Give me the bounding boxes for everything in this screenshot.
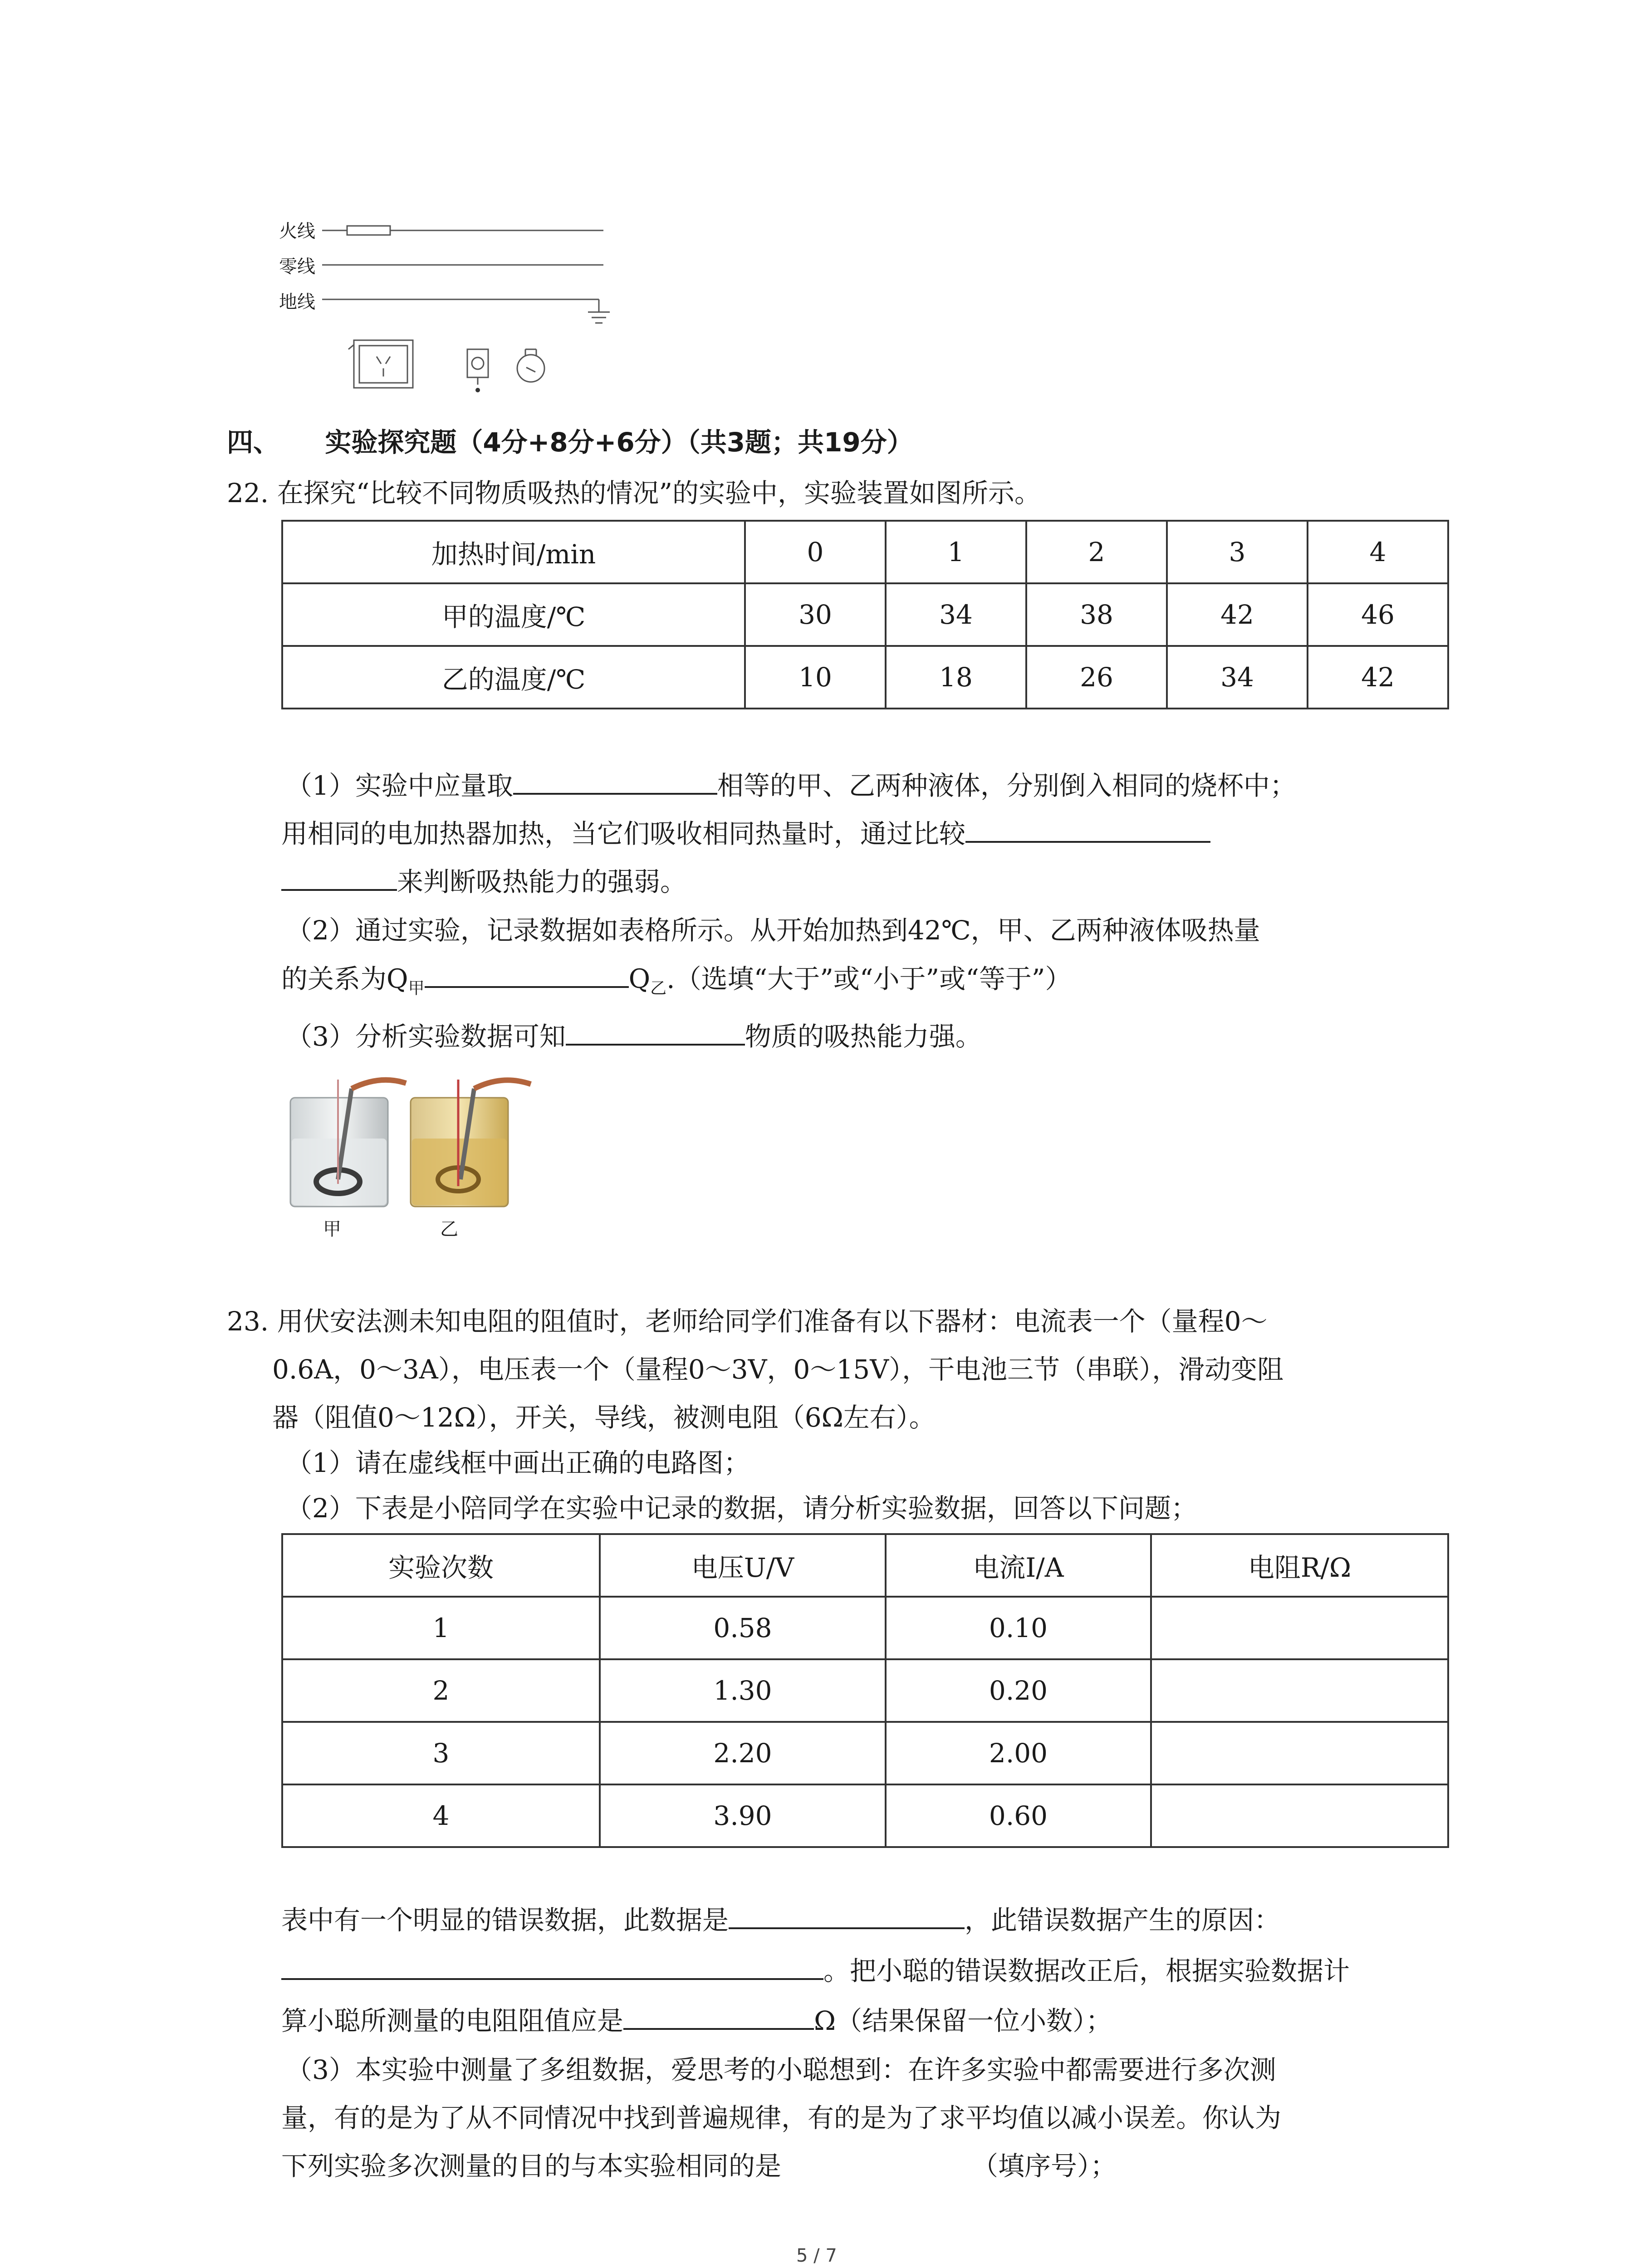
q23-error-text: 。把小聪的错误数据改正后，根据实验数据计 bbox=[823, 1955, 1350, 1986]
beakers-photo bbox=[284, 1070, 538, 1243]
q23-error-text: 表中有一个明显的错误数据，此数据是 bbox=[281, 1905, 729, 1936]
circuit-drawing bbox=[313, 213, 622, 404]
q22-p1-text: 用相同的电加热器加热，当它们吸收相同热量时，通过比较 bbox=[281, 818, 966, 849]
q23-p3-text: （填序号）； bbox=[972, 2151, 1117, 2181]
table-row bbox=[282, 646, 1448, 709]
q23-intro-line2: 0.6A，0～3A），电压表一个（量程0～3V，0～15V），干电池三节（串联），滑动变阻 bbox=[272, 1354, 1284, 1385]
table-cell: 3.90 bbox=[600, 1784, 886, 1847]
subscript: 甲 bbox=[408, 979, 425, 998]
table-cell: 26 bbox=[1026, 646, 1167, 709]
table-cell: 42 bbox=[1167, 583, 1308, 646]
q22-p2-text: 的关系为Q bbox=[281, 963, 408, 994]
answer-blank[interactable] bbox=[425, 959, 629, 988]
section-title: 实验探究题（4分+8分+6分）（共3题；共19分） bbox=[325, 427, 913, 458]
section-number: 四、 bbox=[227, 427, 280, 458]
table-cell: 34 bbox=[1167, 646, 1308, 709]
q22-p3-text: （3）分析实验数据可知 bbox=[286, 1021, 566, 1052]
q23-error-text: 算小聪所测量的电阻阻值应是 bbox=[281, 2005, 624, 2036]
q22-intro: 22. 在探究“比较不同物质吸热的情况”的实验中，实验装置如图所示。 bbox=[227, 478, 1041, 508]
q22-p2-text: Q bbox=[628, 963, 651, 994]
q22-part2-line1: （2）通过实验，记录数据如表格所示。从开始加热到42℃，甲、乙两种液体吸热量 bbox=[286, 915, 1260, 946]
socket-icon bbox=[348, 340, 413, 388]
table-row bbox=[282, 1659, 1448, 1722]
table-cell: 1 bbox=[282, 1597, 600, 1659]
table-row bbox=[282, 583, 1448, 646]
table-cell: 4 bbox=[282, 1784, 600, 1847]
table-cell: 30 bbox=[745, 583, 886, 646]
q22-part1-line1 bbox=[286, 761, 1296, 811]
table-cell: 38 bbox=[1026, 583, 1167, 646]
q23-error-line2 bbox=[281, 1946, 1350, 1996]
table-row bbox=[282, 1722, 1448, 1784]
table-cell: 34 bbox=[886, 583, 1026, 646]
table-cell: 3 bbox=[282, 1722, 600, 1784]
beaker-a-icon bbox=[290, 1080, 406, 1207]
answer-blank[interactable] bbox=[281, 1951, 823, 1980]
switch-icon bbox=[467, 349, 488, 385]
q23-part1: （1）请在虚线框中画出正确的电路图； bbox=[286, 1447, 750, 1478]
table-cell: 乙的温度/℃ bbox=[282, 646, 745, 709]
answer-blank[interactable] bbox=[566, 1017, 745, 1046]
table-cell: 42 bbox=[1308, 646, 1448, 709]
q23-part2: （2）下表是小陪同学在实验中记录的数据，请分析实验数据，回答以下问题； bbox=[286, 1493, 1197, 1524]
table-cell: 甲的温度/℃ bbox=[282, 583, 745, 646]
answer-blank[interactable] bbox=[965, 814, 1210, 843]
subscript: 乙 bbox=[650, 979, 667, 998]
table-cell: 1.30 bbox=[600, 1659, 886, 1722]
table-cell[interactable] bbox=[1151, 1659, 1448, 1722]
table-cell: 0.10 bbox=[886, 1597, 1151, 1659]
table-cell: 0 bbox=[745, 521, 886, 583]
table-cell: 10 bbox=[745, 646, 886, 709]
table-cell: 2.20 bbox=[600, 1722, 886, 1784]
answer-blank[interactable] bbox=[513, 766, 717, 795]
table-row bbox=[282, 521, 1448, 583]
neutral-wire-label: 零线 bbox=[279, 256, 315, 277]
table-header-cell: 电阻R/Ω bbox=[1151, 1534, 1448, 1597]
beaker-b-icon bbox=[411, 1080, 531, 1207]
q22-p1-text-cont: 相等的甲、乙两种液体，分别倒入相同的烧杯中； bbox=[717, 770, 1296, 801]
lamp-icon bbox=[517, 349, 544, 382]
q23-p3-text: 下列实验多次测量的目的与本实验相同的是 bbox=[281, 2151, 782, 2181]
q22-part2-line2 bbox=[281, 954, 1072, 1014]
q23-error-text: ，此错误数据产生的原因： bbox=[965, 1905, 1281, 1936]
q22-p3-text: 物质的吸热能力强。 bbox=[745, 1021, 982, 1052]
answer-blank[interactable] bbox=[281, 862, 397, 891]
ground-wire-label: 地线 bbox=[279, 292, 315, 313]
q22-part1-line3 bbox=[281, 857, 686, 907]
q22-p2-text: .（选填“大于”或“小于”或“等于”） bbox=[666, 963, 1072, 994]
table-cell: 2 bbox=[1026, 521, 1167, 583]
table-header-row bbox=[282, 1534, 1448, 1597]
table-cell: 4 bbox=[1308, 521, 1448, 583]
q22-p1-text: 来判断吸热能力的强弱。 bbox=[397, 866, 687, 897]
table-header-cell: 电压U/V bbox=[600, 1534, 886, 1597]
fuse-icon bbox=[347, 226, 390, 235]
table-cell: 0.20 bbox=[886, 1659, 1151, 1722]
table-cell: 0.60 bbox=[886, 1784, 1151, 1847]
table-cell[interactable] bbox=[1151, 1597, 1448, 1659]
q22-temperature-table bbox=[281, 520, 1449, 709]
table-cell: 2.00 bbox=[886, 1722, 1151, 1784]
table-cell[interactable] bbox=[1151, 1784, 1448, 1847]
q22-p1-text: （1）实验中应量取 bbox=[286, 770, 513, 801]
table-row bbox=[282, 1784, 1448, 1847]
q23-error-text: Ω（结果保留一位小数）； bbox=[814, 2005, 1112, 2036]
page-number: 5 / 7 bbox=[796, 2245, 837, 2266]
table-cell: 加热时间/min bbox=[282, 521, 745, 583]
live-wire-label: 火线 bbox=[279, 221, 315, 242]
q23-part3-line2: 量，有的是为了从不同情况中找到普遍规律，有的是为了求平均值以减小误差。你认为 bbox=[281, 2102, 1282, 2133]
table-header-cell: 实验次数 bbox=[282, 1534, 600, 1597]
answer-blank[interactable] bbox=[729, 1900, 965, 1929]
table-cell[interactable] bbox=[1151, 1722, 1448, 1784]
q23-error-line1 bbox=[281, 1895, 1280, 1945]
q23-part3-line1: （3）本实验中测量了多组数据，爱思考的小聪想到：在许多实验中都需要进行多次测 bbox=[286, 2054, 1276, 2085]
table-header-cell: 电流I/A bbox=[886, 1534, 1151, 1597]
beaker-a-label: 甲 bbox=[323, 1219, 341, 1240]
q23-part3-line3 bbox=[281, 2141, 1117, 2191]
q23-intro-line1: 23. 用伏安法测未知电阻的阻值时，老师给同学们准备有以下器材：电流表一个（量程0～ bbox=[227, 1306, 1268, 1337]
table-cell: 18 bbox=[886, 646, 1026, 709]
table-cell: 2 bbox=[282, 1659, 600, 1722]
table-cell: 1 bbox=[886, 521, 1026, 583]
table-cell: 0.58 bbox=[600, 1597, 886, 1659]
answer-blank[interactable] bbox=[623, 2001, 814, 2030]
table-cell: 46 bbox=[1308, 583, 1448, 646]
q23-error-line3 bbox=[281, 1996, 1112, 2046]
q23-intro-line3: 器（阻值0～12Ω），开关，导线，被测电阻（6Ω左右）。 bbox=[272, 1402, 936, 1433]
q22-part1-line2 bbox=[281, 809, 1210, 859]
beaker-b-label: 乙 bbox=[440, 1219, 458, 1240]
q23-data-table bbox=[281, 1533, 1449, 1848]
table-row bbox=[282, 1597, 1448, 1659]
q22-part3 bbox=[286, 1012, 982, 1061]
table-cell: 3 bbox=[1167, 521, 1308, 583]
